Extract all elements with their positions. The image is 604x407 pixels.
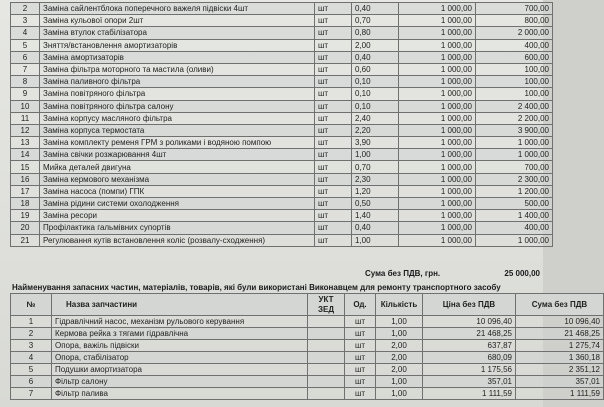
total: 100,00 [476,76,553,88]
total: 1 000,00 [476,234,553,246]
total: 800,00 [476,15,553,27]
price: 1 111,59 [423,388,516,400]
part-name: Гідравлічний насос, механізм рульового керування [52,316,308,328]
service-name: Мийка деталей двигуна [40,161,315,173]
total: 2 300,00 [476,173,553,185]
quantity: 0,40 [352,51,399,63]
row-number: 14 [11,149,40,161]
total: 1 360,18 [516,352,604,364]
sum-value: 25 000,00 [504,269,540,278]
table-row [11,234,553,246]
quantity: 1,00 [376,388,423,400]
row-number: 18 [11,198,40,210]
service-name: Заміна свічки розжарювання 4шт [40,149,315,161]
row-number: 2 [11,328,52,340]
quantity: 2,40 [352,112,399,124]
row-number: 17 [11,185,40,197]
price: 1 000,00 [399,51,476,63]
table-row [11,39,553,51]
sum-label: Сума без ПДВ, грн. [365,269,441,278]
unit: шт [345,388,376,400]
row-number: 3 [11,340,52,352]
price: 1 000,00 [399,161,476,173]
unit: шт [345,376,376,388]
unit: шт [345,328,376,340]
table-row [11,210,553,222]
unit: шт [315,198,352,210]
part-name: Фільтр салону [52,376,308,388]
parts-heading: Найменування запасних частин, матеріалів, товарів, які були використані Виконавцем для ремонту транспортного засобу [12,283,501,292]
price: 357,01 [423,376,516,388]
price: 1 000,00 [399,124,476,136]
quantity: 0,10 [352,100,399,112]
total: 100,00 [476,63,553,75]
quantity: 1,20 [352,185,399,197]
price: 1 000,00 [399,88,476,100]
price: 1 000,00 [399,27,476,39]
header-price: Ціна без ПДВ [423,294,516,316]
unit: шт [315,39,352,51]
price: 1 000,00 [399,234,476,246]
quantity: 0,10 [352,88,399,100]
quantity: 0,40 [352,222,399,234]
quantity: 3,90 [352,137,399,149]
total: 1 400,00 [476,210,553,222]
service-name: Заміна рідини системи охолодження [40,198,315,210]
parts-table-body [11,316,604,400]
price: 1 000,00 [399,198,476,210]
total: 1 000,00 [476,149,553,161]
price: 1 000,00 [399,185,476,197]
table-row [11,328,604,340]
total: 1 000,00 [476,137,553,149]
part-name: Опора, важіль підвіски [52,340,308,352]
part-name: Опора, стабілізатор [52,352,308,364]
parts-header-row [11,294,604,316]
price: 1 000,00 [399,76,476,88]
unit: шт [315,15,352,27]
table-row [11,173,553,185]
quantity: 2,30 [352,173,399,185]
service-name: Заміна втулок стабілізатора [40,27,315,39]
unit: шт [315,173,352,185]
quantity: 1,00 [352,149,399,161]
table-row [11,112,553,124]
code [308,388,345,400]
price: 1 000,00 [399,3,476,15]
total: 1 200,00 [476,185,553,197]
service-name: Заміна ресори [40,210,315,222]
unit: шт [315,222,352,234]
header-name: Назва запчастини [52,294,308,316]
price: 1 000,00 [399,222,476,234]
quantity: 2,00 [376,340,423,352]
table-row [11,51,553,63]
quantity: 0,60 [352,63,399,75]
quantity: 1,00 [376,376,423,388]
service-name: Заміна насоса (помпи) ГПК [40,185,315,197]
service-name: Регулювання кутів встановлення коліс (розвалу-сходження) [40,234,315,246]
total: 400,00 [476,222,553,234]
quantity: 0,40 [352,3,399,15]
total: 357,01 [516,376,604,388]
unit: шт [315,3,352,15]
row-number: 7 [11,388,52,400]
service-name: Заміна комплекту ременя ГРМ з роликами і водяною помпою [40,137,315,149]
service-name: Заміна корпуса термостата [40,124,315,136]
table-row [11,124,553,136]
total: 1 275,74 [516,340,604,352]
service-name: Заміна кермового механізма [40,173,315,185]
price: 1 000,00 [399,15,476,27]
row-number: 1 [11,316,52,328]
service-name: Заміна повітряного фільтра [40,88,315,100]
unit: шт [315,161,352,173]
row-number: 21 [11,234,40,246]
services-table [10,2,553,247]
price: 10 096,40 [423,316,516,328]
total: 2 400,00 [476,100,553,112]
table-row [11,364,604,376]
service-name: Зняття/встановлення амортизаторів [40,39,315,51]
header-unit: Од. [345,294,376,316]
header-quantity: Кількість [376,294,423,316]
table-row [11,15,553,27]
unit: шт [315,100,352,112]
code [308,352,345,364]
service-name: Заміна фільтра моторного та мастила (оливи) [40,63,315,75]
price: 637,87 [423,340,516,352]
total: 2 351,12 [516,364,604,376]
service-name: Заміна паливного фільтра [40,76,315,88]
price: 1 000,00 [399,137,476,149]
total: 600,00 [476,51,553,63]
table-row [11,63,553,75]
row-number: 2 [11,3,40,15]
code [308,376,345,388]
row-number: 7 [11,63,40,75]
total: 2 200,00 [476,112,553,124]
total: 10 096,40 [516,316,604,328]
total: 700,00 [476,3,553,15]
services-table-body [11,3,553,247]
quantity: 1,00 [352,234,399,246]
unit: шт [315,149,352,161]
unit: шт [345,340,376,352]
price: 1 000,00 [399,63,476,75]
table-row [11,76,553,88]
price: 1 000,00 [399,100,476,112]
service-name: Заміна корпусу масляного фільтра [40,112,315,124]
unit: шт [345,364,376,376]
total: 400,00 [476,39,553,51]
quantity: 2,00 [376,364,423,376]
total: 1 111,59 [516,388,604,400]
table-row [11,388,604,400]
table-row [11,137,553,149]
price: 1 000,00 [399,173,476,185]
row-number: 10 [11,100,40,112]
total: 2 000,00 [476,27,553,39]
unit: шт [315,27,352,39]
row-number: 19 [11,210,40,222]
services-sum [300,269,540,278]
price: 1 175,56 [423,364,516,376]
total: 3 900,00 [476,124,553,136]
row-number: 8 [11,76,40,88]
table-row [11,3,553,15]
unit: шт [315,76,352,88]
unit: шт [345,316,376,328]
table-row [11,149,553,161]
row-number: 5 [11,39,40,51]
unit: шт [315,63,352,75]
part-name: Подушки амортизатора [52,364,308,376]
row-number: 6 [11,51,40,63]
row-number: 4 [11,27,40,39]
row-number: 4 [11,352,52,364]
part-name: Кермова рейка з тягами гідравлічна [52,328,308,340]
table-row [11,185,553,197]
price: 680,09 [423,352,516,364]
quantity: 1,40 [352,210,399,222]
quantity: 0,70 [352,15,399,27]
quantity: 1,00 [376,328,423,340]
header-number: № [11,294,52,316]
total: 21 468,25 [516,328,604,340]
parts-table [10,293,604,400]
price: 1 000,00 [399,39,476,51]
unit: шт [315,124,352,136]
price: 1 000,00 [399,112,476,124]
quantity: 0,70 [352,161,399,173]
row-number: 9 [11,88,40,100]
part-name: Фільтр палива [52,388,308,400]
service-name: Профілактика гальмівних супортів [40,222,315,234]
quantity: 0,80 [352,27,399,39]
table-row [11,100,553,112]
unit: шт [315,112,352,124]
quantity: 1,00 [376,316,423,328]
table-row [11,352,604,364]
unit: шт [315,88,352,100]
code [308,316,345,328]
unit: шт [315,137,352,149]
header-total: Сума без ПДВ [516,294,604,316]
service-name: Заміна кульової опори 2шт [40,15,315,27]
table-row [11,222,553,234]
table-row [11,340,604,352]
row-number: 11 [11,112,40,124]
quantity: 0,50 [352,198,399,210]
price: 1 000,00 [399,149,476,161]
quantity: 2,20 [352,124,399,136]
table-row [11,376,604,388]
code [308,340,345,352]
table-row [11,88,553,100]
unit: шт [315,210,352,222]
table-row [11,198,553,210]
unit: шт [345,352,376,364]
total: 700,00 [476,161,553,173]
quantity: 0,10 [352,76,399,88]
code [308,364,345,376]
price: 1 000,00 [399,210,476,222]
row-number: 15 [11,161,40,173]
row-number: 16 [11,173,40,185]
unit: шт [315,51,352,63]
unit: шт [315,234,352,246]
service-name: Заміна амортизаторів [40,51,315,63]
row-number: 3 [11,15,40,27]
row-number: 5 [11,364,52,376]
table-row [11,161,553,173]
unit: шт [315,185,352,197]
service-name: Заміна сайлентблока поперечного важеля підвіски 4шт [40,3,315,15]
price: 21 468,25 [423,328,516,340]
table-row [11,316,604,328]
quantity: 2,00 [352,39,399,51]
row-number: 13 [11,137,40,149]
quantity: 2,00 [376,352,423,364]
code [308,328,345,340]
total: 100,00 [476,88,553,100]
row-number: 12 [11,124,40,136]
table-row [11,27,553,39]
row-number: 20 [11,222,40,234]
header-code: УКТ ЗЕД [308,294,345,316]
service-name: Заміна повітряного фільтра салону [40,100,315,112]
total: 500,00 [476,198,553,210]
row-number: 6 [11,376,52,388]
